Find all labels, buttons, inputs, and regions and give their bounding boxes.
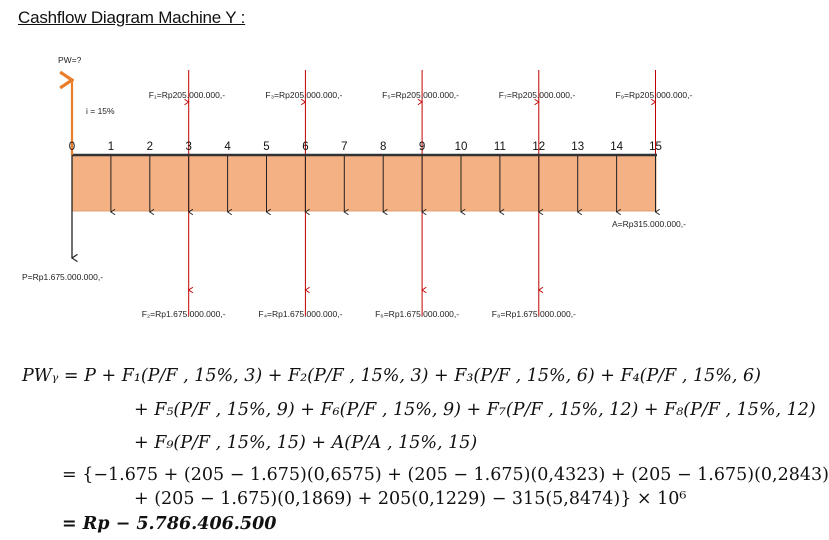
period-tick-label: 5 <box>263 141 270 153</box>
page-title: Cashflow Diagram Machine Y : <box>18 8 246 27</box>
period-tick-label: 13 <box>571 141 585 153</box>
period-tick-label: 3 <box>185 141 192 153</box>
equation-result: = Rp − 5.786.406.500 <box>62 514 277 534</box>
period-tick-label: 7 <box>341 141 348 153</box>
period-tick-label: 9 <box>418 141 426 153</box>
pw-label: PW=? <box>58 55 82 65</box>
salvage-value-label: F₉=Rp205.000.000,- <box>615 90 693 100</box>
equation-line-5: + (205 − 1.675)(0,1869) + 205(0,1229) − 315(5,8474)} × 10⁶ <box>134 489 687 509</box>
salvage-value-label: F₇=Rp205.000.000,- <box>498 90 576 100</box>
period-tick-label: 12 <box>532 141 546 153</box>
equation-line-4: = {−1.675 + (205 − 1.675)(0,6575) + (205 − 1.675)(0,4323) + (205 − 1.675)(0,2843) <box>62 465 829 485</box>
replacement-cost-label: F₂=Rp1.675.000.000,- <box>141 309 226 319</box>
period-tick-label: 4 <box>224 141 231 153</box>
equation-line-2: + F₅(P/F , 15%, 9) + F₆(P/F , 15%, 9) + F₇(P/F , 15%, 12) + F₈(P/F , 15%, 12) <box>134 400 816 420</box>
interest-label: i = 15% <box>86 106 115 116</box>
replacement-cost-label: F₈=Rp1.675.000.000,- <box>491 309 576 319</box>
salvage-value-label: F₁=Rp205.000.000,- <box>148 90 226 100</box>
period-tick-label: 6 <box>302 141 309 153</box>
replacement-cost-label: F₄=Rp1.675.000.000,- <box>258 309 343 319</box>
equation-line-1: PWᵧ = P + F₁(P/F , 15%, 3) + F₂(P/F , 15%, 3) + F₃(P/F , 15%, 6) + F₄(P/F , 15%, 6) <box>22 366 761 386</box>
salvage-value-label: F₅=Rp205.000.000,- <box>382 90 460 100</box>
period-tick-label: 14 <box>610 141 623 153</box>
period-tick-label: 0 <box>68 141 76 153</box>
period-tick-label: 1 <box>107 141 115 153</box>
replacement-cost-label: F₆=Rp1.675.000.000,- <box>375 309 460 319</box>
period-tick-label: 8 <box>379 141 387 153</box>
period-tick-label: 10 <box>454 141 468 153</box>
annuity-band <box>72 155 656 211</box>
period-tick-label: 11 <box>493 141 506 153</box>
annuity-label: A=Rp315.000.000,- <box>612 219 686 229</box>
initial-cost-label: P=Rp1.675.000.000,- <box>22 272 104 282</box>
period-tick-label: 15 <box>649 141 662 153</box>
salvage-value-label: F₃=Rp205.000.000,- <box>265 90 343 100</box>
equation-line-3: + F₉(P/F , 15%, 15) + A(P/A , 15%, 15) <box>134 433 478 453</box>
period-tick-label: 2 <box>146 141 154 153</box>
